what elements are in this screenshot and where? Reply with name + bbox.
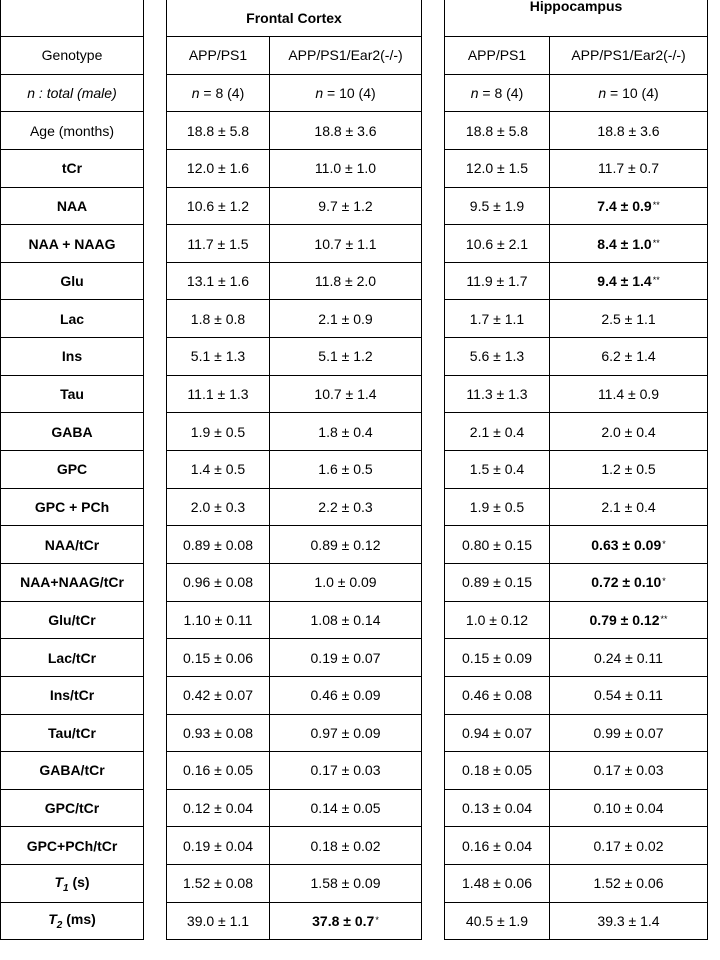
column-gap [422, 714, 445, 752]
hc-ear2-cell: 2.1 ± 0.4 [550, 488, 708, 526]
column-gap [144, 74, 167, 112]
fc-app-cell: 0.19 ± 0.04 [167, 827, 270, 865]
hc-app-cell: 0.94 ± 0.07 [445, 714, 550, 752]
table-row [1, 149, 708, 187]
table-row [1, 601, 708, 639]
row-label: GABA [1, 413, 144, 451]
row-label: GPC + PCh [1, 488, 144, 526]
row-label: NAA [1, 187, 144, 225]
column-gap [144, 601, 167, 639]
hc-ear2-cell [550, 187, 708, 225]
significance-marker: ** [652, 275, 660, 286]
column-gap [144, 526, 167, 564]
row-label: Lac/tCr [1, 639, 144, 677]
n-value: = 10 (4) [610, 84, 659, 101]
fc-app-cell: 0.42 ± 0.07 [167, 676, 270, 714]
frontal-cortex-header [167, 0, 422, 37]
fc-ear2-cell: 9.7 ± 1.2 [270, 187, 422, 225]
fc-ear2-cell: 2.1 ± 0.9 [270, 300, 422, 338]
fc-ear2-cell: 0.97 ± 0.09 [270, 714, 422, 752]
significant-value: 0.72 ± 0.10 [591, 574, 662, 591]
table-row [1, 413, 708, 451]
row-label: GPC+PCh/tCr [1, 827, 144, 865]
fc-ear2-cell: 0.18 ± 0.02 [270, 827, 422, 865]
fc-app-cell: 0.93 ± 0.08 [167, 714, 270, 752]
significant-value: 7.4 ± 0.9 [597, 197, 652, 214]
n-value: = 8 (4) [203, 84, 245, 101]
fc-app-cell: 39.0 ± 1.1 [167, 902, 270, 940]
header-blank-cell [1, 0, 144, 37]
hc-app-cell: 1.7 ± 1.1 [445, 300, 550, 338]
hc-ear2-cell: 39.3 ± 1.4 [550, 902, 708, 940]
hc-ear2-cell: 0.17 ± 0.03 [550, 752, 708, 790]
n-value: = 8 (4) [482, 84, 524, 101]
hc-ear2-cell [550, 262, 708, 300]
t1-unit: (s) [68, 873, 90, 890]
fc-ear2-cell: 10.7 ± 1.1 [270, 225, 422, 263]
column-gap [422, 112, 445, 150]
hc-ear2-cell [550, 526, 708, 564]
significance-marker: * [662, 538, 666, 549]
column-gap [144, 187, 167, 225]
column-gap [144, 752, 167, 790]
fc-ear2-cell: APP/PS1/Ear2(-/-) [270, 37, 422, 75]
row-label: Glu [1, 262, 144, 300]
fc-ear2-cell: 1.58 ± 0.09 [270, 865, 422, 903]
hc-ear2-cell [550, 601, 708, 639]
fc-ear2-cell [270, 74, 422, 112]
hc-app-cell: 0.15 ± 0.09 [445, 639, 550, 677]
table-row [1, 262, 708, 300]
fc-ear2-cell: 0.17 ± 0.03 [270, 752, 422, 790]
column-gap [144, 563, 167, 601]
fc-app-cell [167, 74, 270, 112]
column-gap [144, 451, 167, 489]
fc-app-cell: 12.0 ± 1.6 [167, 149, 270, 187]
fc-app-cell: 5.1 ± 1.3 [167, 338, 270, 376]
column-gap [422, 262, 445, 300]
column-gap [422, 187, 445, 225]
table-row [1, 375, 708, 413]
column-gap [422, 338, 445, 376]
t2-symbol: T [48, 911, 57, 928]
column-gap [144, 413, 167, 451]
table-row [1, 789, 708, 827]
table-row [1, 676, 708, 714]
hc-ear2-cell: 2.5 ± 1.1 [550, 300, 708, 338]
hc-ear2-cell: 11.7 ± 0.7 [550, 149, 708, 187]
row-label: Age (months) [1, 112, 144, 150]
table-row [1, 451, 708, 489]
hc-ear2-cell: 2.0 ± 0.4 [550, 413, 708, 451]
hippocampus-header [445, 0, 708, 37]
row-label: Lac [1, 300, 144, 338]
hc-ear2-cell [550, 74, 708, 112]
row-label: Genotype [1, 37, 144, 75]
significance-marker: * [375, 915, 379, 926]
column-gap [422, 752, 445, 790]
fc-app-cell: 1.52 ± 0.08 [167, 865, 270, 903]
row-label: n : total (male) [1, 74, 144, 112]
column-gap [422, 300, 445, 338]
fc-ear2-cell: 1.8 ± 0.4 [270, 413, 422, 451]
column-gap [422, 563, 445, 601]
hc-ear2-cell: 0.99 ± 0.07 [550, 714, 708, 752]
column-gap [422, 902, 445, 940]
t2-row [1, 902, 708, 940]
column-gap [422, 413, 445, 451]
hc-ear2-cell: APP/PS1/Ear2(-/-) [550, 37, 708, 75]
hc-ear2-cell: 0.54 ± 0.11 [550, 676, 708, 714]
fc-app-cell: 1.4 ± 0.5 [167, 451, 270, 489]
group-header-row [1, 0, 708, 37]
hc-app-cell: 40.5 ± 1.9 [445, 902, 550, 940]
hc-app-cell: 18.8 ± 5.8 [445, 112, 550, 150]
fc-ear2-cell: 11.8 ± 2.0 [270, 262, 422, 300]
fc-app-cell: 18.8 ± 5.8 [167, 112, 270, 150]
column-gap [422, 375, 445, 413]
significant-value: 0.79 ± 0.12 [589, 611, 660, 628]
significance-marker: ** [652, 199, 660, 210]
row-label: Tau/tCr [1, 714, 144, 752]
hc-app-cell: 10.6 ± 2.1 [445, 225, 550, 263]
fc-app-cell: 0.96 ± 0.08 [167, 563, 270, 601]
fc-app-cell: 0.12 ± 0.04 [167, 789, 270, 827]
fc-ear2-cell: 2.2 ± 0.3 [270, 488, 422, 526]
fc-app-cell: 10.6 ± 1.2 [167, 187, 270, 225]
fc-ear2-cell: 5.1 ± 1.2 [270, 338, 422, 376]
column-gap [144, 827, 167, 865]
column-gap [422, 639, 445, 677]
column-gap [144, 714, 167, 752]
row-label: GABA/tCr [1, 752, 144, 790]
hc-ear2-cell: 0.10 ± 0.04 [550, 789, 708, 827]
fc-app-cell: APP/PS1 [167, 37, 270, 75]
fc-app-cell: 11.1 ± 1.3 [167, 375, 270, 413]
t1-subscript: 1 [63, 882, 69, 894]
significant-value: 0.63 ± 0.09 [591, 536, 662, 553]
table-row [1, 225, 708, 263]
hc-app-cell: APP/PS1 [445, 37, 550, 75]
fc-ear2-cell: 0.89 ± 0.12 [270, 526, 422, 564]
fc-app-cell: 1.9 ± 0.5 [167, 413, 270, 451]
column-gap [422, 526, 445, 564]
table-row [1, 526, 708, 564]
fc-app-cell: 1.8 ± 0.8 [167, 300, 270, 338]
row-label [1, 902, 144, 940]
fc-ear2-cell: 0.46 ± 0.09 [270, 676, 422, 714]
genotype-row [1, 37, 708, 75]
row-label: GPC [1, 451, 144, 489]
hc-ear2-cell [550, 563, 708, 601]
column-gap [144, 375, 167, 413]
n-symbol: n [191, 84, 200, 101]
fc-app-cell: 13.1 ± 1.6 [167, 262, 270, 300]
t1-row [1, 865, 708, 903]
hc-app-cell: 11.9 ± 1.7 [445, 262, 550, 300]
hc-ear2-cell: 18.8 ± 3.6 [550, 112, 708, 150]
fc-app-cell: 0.89 ± 0.08 [167, 526, 270, 564]
significant-value: 8.4 ± 1.0 [597, 235, 652, 252]
column-gap [422, 225, 445, 263]
table-row [1, 338, 708, 376]
fc-ear2-cell: 1.08 ± 0.14 [270, 601, 422, 639]
hc-ear2-cell: 1.52 ± 0.06 [550, 865, 708, 903]
column-gap [144, 639, 167, 677]
table-row [1, 563, 708, 601]
hc-app-cell: 0.16 ± 0.04 [445, 827, 550, 865]
t2-fc-ear2-value: 37.8 ± 0.7 [312, 913, 375, 930]
fc-ear2-cell: 1.0 ± 0.09 [270, 563, 422, 601]
row-label: NAA+NAAG/tCr [1, 563, 144, 601]
column-gap [422, 789, 445, 827]
column-gap [422, 37, 445, 75]
fc-app-cell: 11.7 ± 1.5 [167, 225, 270, 263]
table-row [1, 300, 708, 338]
n-value: = 10 (4) [327, 84, 376, 101]
column-gap [422, 488, 445, 526]
table-row [1, 714, 708, 752]
column-gap [144, 789, 167, 827]
table-row [1, 827, 708, 865]
hc-app-cell: 0.89 ± 0.15 [445, 563, 550, 601]
column-gap [422, 865, 445, 903]
row-label: Ins/tCr [1, 676, 144, 714]
column-gap [144, 112, 167, 150]
column-gap [144, 225, 167, 263]
hc-app-cell: 0.80 ± 0.15 [445, 526, 550, 564]
hc-app-cell: 1.5 ± 0.4 [445, 451, 550, 489]
table-row [1, 639, 708, 677]
t2-subscript: 2 [56, 919, 63, 931]
hc-ear2-cell: 11.4 ± 0.9 [550, 375, 708, 413]
significant-value: 9.4 ± 1.4 [597, 273, 652, 290]
n-row [1, 74, 708, 112]
row-label: Glu/tCr [1, 601, 144, 639]
hc-ear2-cell [550, 225, 708, 263]
hc-app-cell: 1.0 ± 0.12 [445, 601, 550, 639]
hc-ear2-cell: 6.2 ± 1.4 [550, 338, 708, 376]
t2-unit: (ms) [62, 911, 96, 928]
column-gap [144, 676, 167, 714]
n-symbol: n [598, 84, 607, 101]
fc-ear2-cell: 18.8 ± 3.6 [270, 112, 422, 150]
fc-app-cell: 0.16 ± 0.05 [167, 752, 270, 790]
fc-app-cell: 0.15 ± 0.06 [167, 639, 270, 677]
hc-ear2-cell: 0.24 ± 0.11 [550, 639, 708, 677]
hc-app-cell: 0.46 ± 0.08 [445, 676, 550, 714]
column-gap [144, 902, 167, 940]
fc-ear2-cell: 1.6 ± 0.5 [270, 451, 422, 489]
fc-app-cell: 2.0 ± 0.3 [167, 488, 270, 526]
row-label: tCr [1, 149, 144, 187]
hc-ear2-cell: 0.17 ± 0.02 [550, 827, 708, 865]
row-label: NAA/tCr [1, 526, 144, 564]
frontal-cortex-title: Frontal Cortex [246, 10, 342, 26]
hc-app-cell: 1.48 ± 0.06 [445, 865, 550, 903]
fc-ear2-cell [270, 902, 422, 940]
row-label [1, 865, 144, 903]
hc-app-cell: 5.6 ± 1.3 [445, 338, 550, 376]
fc-ear2-cell: 0.14 ± 0.05 [270, 789, 422, 827]
column-gap [422, 601, 445, 639]
hippocampus-title: Hippocampus [529, 0, 623, 14]
age-row [1, 112, 708, 150]
column-gap [144, 0, 167, 37]
hc-app-cell [445, 74, 550, 112]
table-row [1, 752, 708, 790]
hc-app-cell: 12.0 ± 1.5 [445, 149, 550, 187]
column-gap [144, 338, 167, 376]
column-gap [144, 37, 167, 75]
column-gap [144, 488, 167, 526]
table-row [1, 187, 708, 225]
fc-ear2-cell: 11.0 ± 1.0 [270, 149, 422, 187]
hc-app-cell: 2.1 ± 0.4 [445, 413, 550, 451]
significance-marker: ** [660, 613, 668, 624]
column-gap [144, 300, 167, 338]
fc-ear2-cell: 0.19 ± 0.07 [270, 639, 422, 677]
hc-app-cell: 9.5 ± 1.9 [445, 187, 550, 225]
fc-ear2-cell: 10.7 ± 1.4 [270, 375, 422, 413]
column-gap [422, 149, 445, 187]
hc-ear2-cell: 1.2 ± 0.5 [550, 451, 708, 489]
column-gap [422, 74, 445, 112]
hc-app-cell: 1.9 ± 0.5 [445, 488, 550, 526]
t1-symbol: T [54, 873, 63, 890]
row-label: Ins [1, 338, 144, 376]
n-symbol: n [315, 84, 324, 101]
n-symbol: n [470, 84, 479, 101]
hc-app-cell: 11.3 ± 1.3 [445, 375, 550, 413]
fc-app-cell: 1.10 ± 0.11 [167, 601, 270, 639]
table-row [1, 488, 708, 526]
column-gap [422, 676, 445, 714]
significance-marker: ** [652, 237, 660, 248]
column-gap [144, 262, 167, 300]
significance-marker: * [662, 576, 666, 587]
row-label: NAA + NAAG [1, 225, 144, 263]
column-gap [144, 149, 167, 187]
column-gap [422, 0, 445, 37]
column-gap [144, 865, 167, 903]
row-label: GPC/tCr [1, 789, 144, 827]
column-gap [422, 827, 445, 865]
hc-app-cell: 0.13 ± 0.04 [445, 789, 550, 827]
hc-app-cell: 0.18 ± 0.05 [445, 752, 550, 790]
row-label: Tau [1, 375, 144, 413]
column-gap [422, 451, 445, 489]
